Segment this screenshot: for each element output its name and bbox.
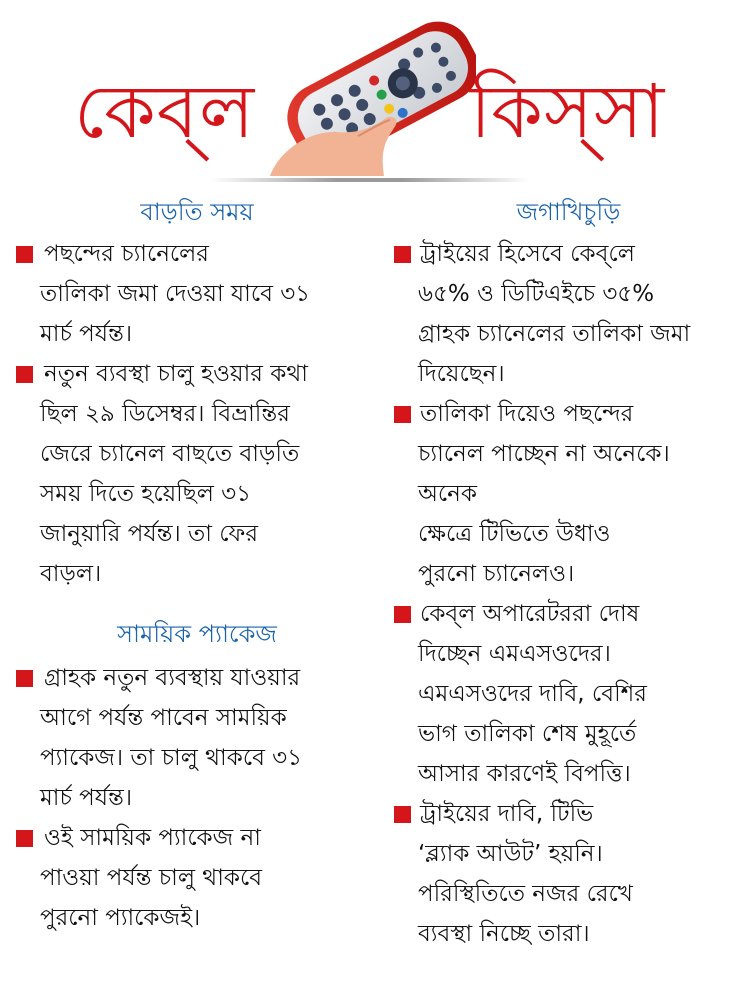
bullet-line: তালিকা জমা দেওয়া যাবে ৩১ <box>40 281 311 307</box>
bullet-item <box>392 394 737 594</box>
bullet-square-icon <box>16 670 33 687</box>
bullet-line: চ্যানেল পাচ্ছেন না অনেকে। <box>418 441 670 467</box>
bullet-line: নতুন ব্যবস্থা চালু হওয়ার কথা <box>44 361 308 387</box>
bullet-line: ক্ষেত্রে টিভিতে উধাও <box>418 521 611 547</box>
tv-remote-icon <box>262 0 476 176</box>
bullet-item <box>14 234 364 354</box>
bullet-line: সময় দিতে হয়েছিল ৩১ <box>40 481 252 507</box>
bullet-item <box>14 818 364 938</box>
bullet-line: তালিকা দিয়েও পছন্দের <box>420 401 634 427</box>
bullet-line: দিয়েছেন। <box>418 361 505 387</box>
bullet-line: ব্যবস্থা নিচ্ছে তারা। <box>418 921 590 947</box>
bullet-square-icon <box>16 246 33 263</box>
bullet-line: পুরনো চ্যানেলও। <box>418 561 575 587</box>
bullet-line: এমএসওদের দাবি, বেশির <box>418 681 647 707</box>
bullet-line: জেরে চ্যানেল বাছতে বাড়তি <box>40 441 300 467</box>
left-column <box>14 190 364 938</box>
bullet-square-icon <box>394 406 411 423</box>
section-heading-extra-time: বাড়তি সময় <box>140 198 254 226</box>
bullet-item <box>392 594 737 794</box>
bullet-line: গ্রাহক চ্যানেলের তালিকা জমা <box>418 321 691 347</box>
bullet-line: আসার কারণেই বিপত্তি। <box>418 761 631 787</box>
bullet-line: পছন্দের চ্যানেলের <box>44 241 209 267</box>
bullet-line: মার্চ পর্যন্ত। <box>40 785 133 811</box>
bullet-line: ছিল ২৯ ডিসেম্বর। বিভ্রান্তির <box>40 401 290 427</box>
bullet-line: পাওয়া পর্যন্ত চালু থাকবে <box>40 865 262 891</box>
bullet-line: ওই সাময়িক প্যাকেজ না <box>44 825 261 851</box>
header <box>0 0 750 185</box>
bullet-line: মার্চ পর্যন্ত। <box>40 321 133 347</box>
bullet-line: প্যাকেজ। তা চালু থাকবে ৩১ <box>40 745 303 771</box>
bullet-line: ৬৫% ও ডিটিএইচে ৩৫% <box>418 281 655 307</box>
bullet-line: ট্রাইয়ের হিসেবে কেব্‌লে <box>420 241 635 267</box>
bullet-line: পরিস্থিতিতে নজর রেখে <box>418 881 633 907</box>
section-heading-hotchpotch: জগাখিচুড়ি <box>516 198 621 226</box>
bullet-square-icon <box>394 806 411 823</box>
bullet-line: গ্রাহক নতুন ব্যবস্থায় যাওয়ার <box>44 665 301 691</box>
section-heading-temporary-package: সাময়িক প্যাকেজ <box>117 620 277 648</box>
bullet-line: ‘ব্ল্যাক আউট’ হয়নি। <box>418 841 603 867</box>
bullet-item <box>392 234 737 394</box>
bullet-square-icon <box>16 830 33 847</box>
header-divider <box>210 178 530 182</box>
title-right: কিস্‌সা <box>470 69 666 155</box>
bullet-line: কেব্‌ল অপারেটররা দোষ <box>420 601 640 627</box>
bullet-line: দিচ্ছেন এমএসওদের। <box>418 641 611 667</box>
bullet-line: আগে পর্যন্ত পাবেন সাময়িক <box>40 705 287 731</box>
bullet-item <box>14 354 364 594</box>
bullet-line: পুরনো প্যাকেজই। <box>40 905 201 931</box>
bullet-line: অনেক <box>418 481 477 507</box>
bullet-square-icon <box>16 366 33 383</box>
bullet-line: ট্রাইয়ের দাবি, টিভি <box>420 801 594 827</box>
bullet-line: ভাগ তালিকা শেষ মুহূর্তে <box>418 721 637 747</box>
bullet-item <box>392 794 737 954</box>
bullet-item <box>14 658 364 818</box>
bullet-line: বাড়ল। <box>40 561 102 587</box>
bullet-line: জানুয়ারি পর্যন্ত। তা ফের <box>40 521 259 547</box>
bullet-square-icon <box>394 606 411 623</box>
right-column <box>392 190 737 954</box>
title-left: কেব্‌ল <box>74 69 256 155</box>
bullet-square-icon <box>394 246 411 263</box>
